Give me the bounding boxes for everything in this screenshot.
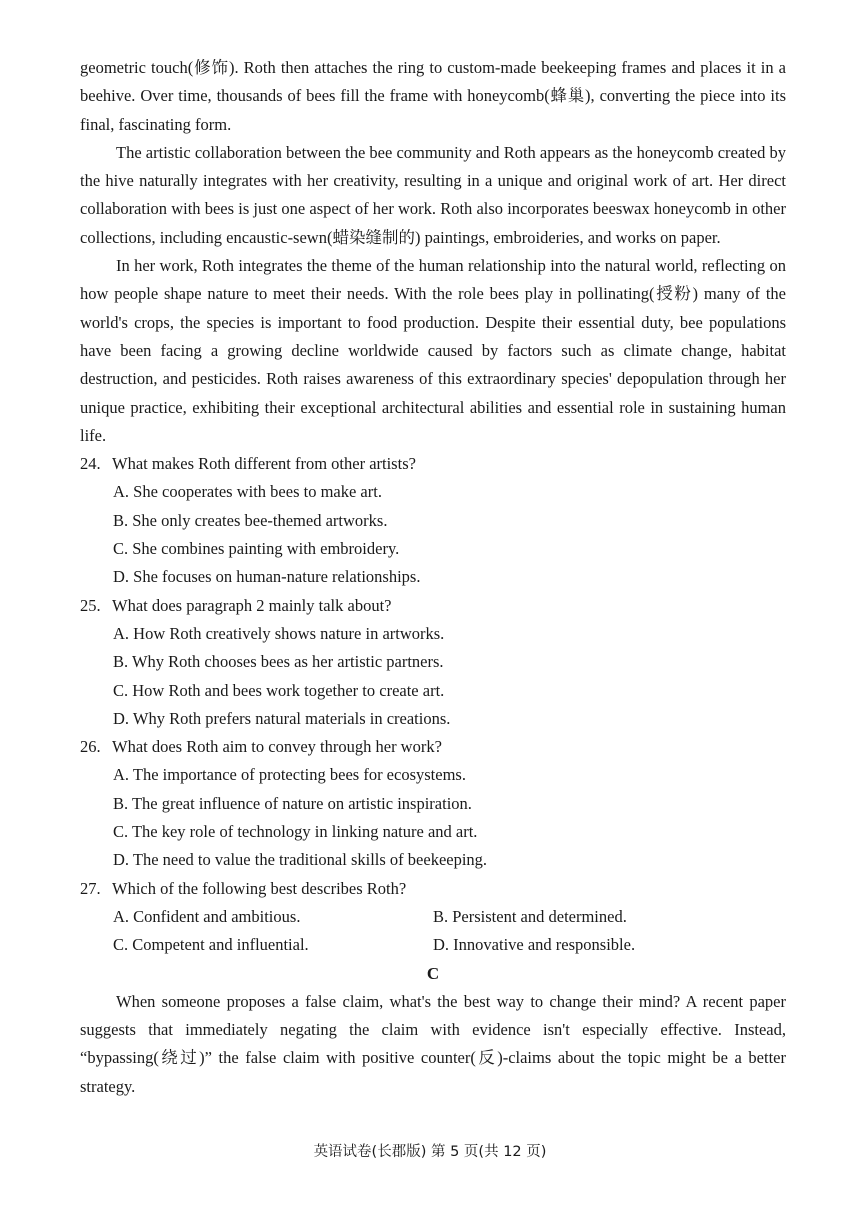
page-content bbox=[80, 54, 786, 1101]
option-c: C. Competent and influential. bbox=[113, 935, 309, 955]
question-text: What does Roth aim to convey through her work? bbox=[112, 737, 442, 757]
question-number: 24. bbox=[80, 454, 101, 474]
page-footer: 英语试卷(长郡版) 第 5 页(共 12 页) bbox=[313, 1144, 547, 1160]
question-stem bbox=[80, 733, 786, 761]
question-24 bbox=[80, 450, 786, 591]
option-a: A. How Roth creatively shows nature in artworks. bbox=[113, 623, 445, 643]
section-c-paragraph: When someone proposes a false claim, what's the best way to change their mind? A recent paper suggests that immediately negating the claim with evidence isn't especially effective. Instead, “bypassing(绕过)” the false claim with positive counter(反)-claims about the topic might be a better strategy. bbox=[80, 991, 786, 1096]
question-number: 25. bbox=[80, 595, 101, 615]
question-stem bbox=[80, 875, 786, 903]
option-a: A. The importance of protecting bees for ecosystems. bbox=[113, 765, 466, 785]
question-25 bbox=[80, 592, 786, 733]
option-b: B. Persistent and determined. bbox=[433, 906, 627, 926]
option-b: B. Why Roth chooses bees as her artistic partners. bbox=[113, 652, 444, 672]
question-27 bbox=[80, 875, 786, 960]
option-b: B. The great influence of nature on artistic inspiration. bbox=[113, 793, 472, 813]
question-text: What does paragraph 2 mainly talk about? bbox=[112, 595, 392, 615]
question-text: What makes Roth different from other artists? bbox=[112, 454, 416, 474]
option-d: D. Innovative and responsible. bbox=[433, 935, 636, 955]
option-c: C. She combines painting with embroidery. bbox=[113, 539, 400, 559]
option-d: D. Why Roth prefers natural materials in creations. bbox=[113, 708, 451, 728]
passage-paragraph-3: In her work, Roth integrates the theme of the human relationship into the natural world, reflecting on how people shape nature to meet their needs. With the role bees play in pollinating(授粉) many of the world's crops, the species is important to food production. Despite their essential duty, bee populations have been facing a growing decline worldwide caused by factors such as climate change, habitat destruction, and pesticides. Roth raises awareness of this extraordinary species' depopulation through her unique practice, exhibiting their exceptional architectural abilities and essential role in sustaining human life. bbox=[80, 256, 786, 445]
passage-paragraph-2: The artistic collaboration between the bee community and Roth appears as the honeycomb created by the hive naturally integrates with her creativity, resulting in a unique and original work of art. Her direct collaboration with bees is just one aspect of her work. Roth also incorporates beeswax honeycomb in other collections, including encaustic-sewn(蜡染缝制的) paintings, embroideries, and works on paper. bbox=[80, 142, 786, 247]
question-stem bbox=[80, 592, 786, 620]
option-d: D. She focuses on human-nature relationships. bbox=[113, 567, 421, 587]
question-stem bbox=[80, 450, 786, 478]
question-number: 27. bbox=[80, 878, 101, 898]
option-c: C. How Roth and bees work together to create art. bbox=[113, 680, 445, 700]
question-text: Which of the following best describes Roth? bbox=[112, 878, 407, 898]
section-heading: C bbox=[426, 963, 440, 983]
question-26 bbox=[80, 733, 786, 874]
option-a: A. She cooperates with bees to make art. bbox=[113, 482, 382, 502]
option-c: C. The key role of technology in linking nature and art. bbox=[113, 822, 478, 842]
option-grid bbox=[80, 903, 786, 960]
option-b: B. She only creates bee-themed artworks. bbox=[113, 510, 388, 530]
question-number: 26. bbox=[80, 737, 101, 757]
option-d: D. The need to value the traditional skills of beekeeping. bbox=[113, 850, 488, 870]
passage-paragraph-1: geometric touch(修饰). Roth then attaches the ring to custom-made beekeeping frames and places it in a beehive. Over time, thousands of bees fill the frame with honeycomb(蜂巢), converting the piece into its final, fascinating form. bbox=[80, 58, 786, 134]
option-a: A. Confident and ambitious. bbox=[113, 906, 301, 926]
